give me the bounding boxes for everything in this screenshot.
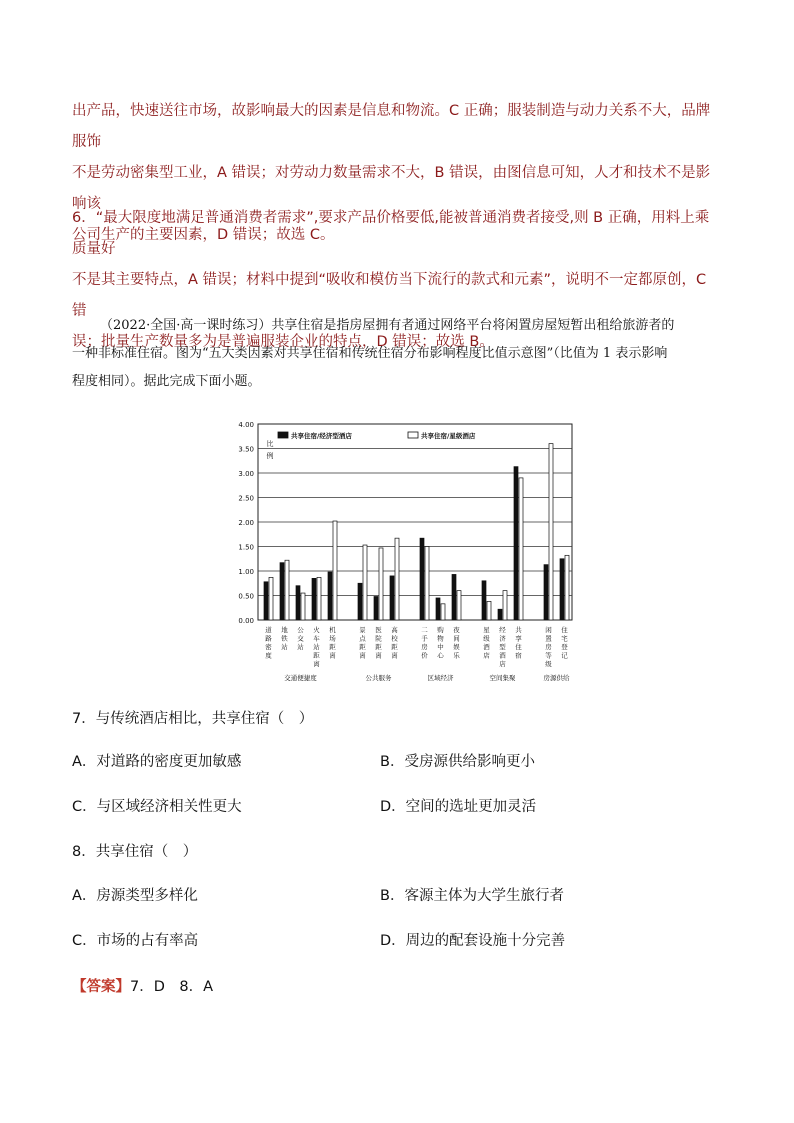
- bar: [436, 598, 440, 620]
- q7-option-d[interactable]: D．空间的选址更加灵活: [380, 799, 537, 815]
- question-intro: [72, 312, 722, 396]
- legend-label: 共享住宿/经济型酒店: [291, 432, 352, 440]
- category-label: 距: [391, 643, 398, 651]
- bar: [544, 565, 548, 620]
- category-label: 记: [561, 651, 568, 660]
- category-label: 住: [561, 626, 568, 634]
- category-label: 等: [545, 651, 552, 660]
- category-label: 经: [499, 626, 506, 634]
- category-label: 院: [375, 634, 382, 643]
- category-label: 宿: [515, 651, 522, 660]
- bar: [374, 596, 378, 620]
- category-label: 铁: [281, 634, 288, 643]
- category-label: 房: [421, 643, 428, 651]
- category-label: 登: [561, 643, 568, 651]
- category-label: 二: [421, 626, 428, 634]
- bar: [317, 577, 321, 620]
- legend-swatch: [408, 432, 418, 438]
- intro-line: 一种非标准住宿。图为“五大类因素对共享住宿和传统住宿分布影响程度比值示意图”（比值为 1 表示影响: [72, 346, 668, 361]
- chart-svg: [216, 412, 578, 688]
- group-label: 房源供给: [543, 674, 570, 682]
- category-label: 间: [453, 634, 460, 643]
- bar: [358, 583, 362, 620]
- category-label: 离: [391, 651, 398, 660]
- question-7-stem: 7．与传统酒店相比，共享住宿（ ）: [72, 711, 314, 727]
- bar: [498, 609, 502, 620]
- category-label: 地: [281, 626, 288, 634]
- category-label: 购: [437, 626, 444, 634]
- category-label: 机: [329, 626, 336, 634]
- explanation-line: 不是其主要特点，A 错误；材料中提到“吸收和模仿当下流行的款式和元素”，说明不一定都原创，C 错: [72, 272, 707, 319]
- q7-option-a[interactable]: A．对道路的密度更加敏感: [72, 754, 242, 770]
- explanation-line: 6．“最大限度地满足普通消费者需求”,要求产品价格要低,能被普通消费者接受,则 B 正确，用料上乘质量好: [72, 210, 710, 257]
- bar: [333, 521, 337, 620]
- bar: [420, 538, 424, 620]
- explanation-line: 误；批量生产数量多为是普遍服装企业的特点，D 错误；故选 B。: [72, 334, 494, 350]
- bar: [379, 548, 383, 620]
- y-tick-label: 1.00: [238, 568, 254, 576]
- bar: [264, 582, 268, 620]
- y-tick-label: 1.50: [238, 543, 254, 552]
- bar: [514, 467, 518, 620]
- category-label: 享: [515, 634, 522, 643]
- explanation-line: 不是劳动密集型工业，A 错误；对劳动力数量需求不大，B 错误，由图信息可知，人才和技术不是影响该: [72, 165, 711, 212]
- bar: [390, 576, 394, 620]
- category-label: 店: [499, 660, 506, 668]
- group-label: 区域经济: [427, 674, 454, 682]
- y-tick-label: 0.50: [238, 592, 254, 601]
- legend-swatch: [278, 432, 288, 438]
- intro-line: （2022·全国·高一课时练习）共享住宿是指房屋拥有者通过网络平台将闲置房屋短暂出租给旅游者的: [100, 318, 675, 333]
- question-8-stem: 8．共享住宿（ ）: [72, 844, 198, 860]
- bar: [441, 604, 445, 620]
- category-label: 店: [483, 651, 490, 660]
- bar: [425, 547, 429, 621]
- bar: [280, 563, 284, 620]
- group-label: 公共服务: [365, 674, 392, 682]
- bar: [312, 578, 316, 620]
- bar: [457, 591, 461, 620]
- category-label: 距: [359, 643, 366, 651]
- category-label: 酒: [499, 651, 506, 660]
- category-label: 离: [329, 651, 336, 660]
- category-label: 点: [359, 634, 366, 643]
- category-label: 离: [313, 660, 320, 668]
- category-label: 夜: [453, 626, 460, 634]
- intro-line: 程度相同）。据此完成下面小题。: [72, 374, 261, 389]
- bar: [519, 478, 523, 620]
- y-axis-label: 例: [266, 452, 274, 460]
- category-label: 离: [359, 651, 366, 660]
- category-label: 闲: [545, 626, 552, 634]
- category-label: 酒: [483, 643, 490, 651]
- q8-option-a[interactable]: A．房源类型多样化: [72, 888, 198, 904]
- category-label: 离: [375, 651, 382, 660]
- category-label: 型: [499, 643, 506, 651]
- category-label: 距: [329, 643, 336, 651]
- category-label: 共: [515, 626, 522, 634]
- bar: [395, 538, 399, 620]
- category-label: 场: [329, 634, 336, 643]
- category-label: 火: [313, 626, 320, 634]
- y-axis-label: 比: [266, 440, 274, 448]
- bar: [452, 574, 456, 620]
- bar: [482, 581, 486, 620]
- category-label: 娱: [453, 643, 460, 651]
- category-label: 高: [391, 626, 398, 634]
- category-label: 距: [375, 643, 382, 651]
- category-label: 距: [313, 651, 320, 660]
- category-label: 车: [313, 634, 320, 643]
- bar: [549, 444, 553, 620]
- category-label: 站: [313, 643, 320, 651]
- category-label: 密: [265, 643, 272, 651]
- answer-value: 7．D 8．A: [130, 979, 214, 995]
- category-label: 级: [545, 660, 552, 668]
- category-label: 交: [297, 634, 304, 643]
- category-label: 站: [297, 643, 304, 651]
- group-label: 交通便捷度: [284, 674, 317, 682]
- bar: [565, 555, 569, 620]
- category-label: 站: [281, 643, 288, 651]
- category-label: 星: [483, 626, 490, 634]
- category-label: 医: [375, 626, 382, 634]
- bar: [328, 572, 332, 620]
- q7-option-c[interactable]: C．与区域经济相关性更大: [72, 799, 242, 815]
- category-label: 物: [437, 634, 444, 643]
- explanation-line: 出产品，快速送往市场，故影响最大的因素是信息和物流。C 正确；服装制造与动力关系不大，品牌服饰: [72, 103, 711, 150]
- answer-tag: 【答案】: [72, 979, 130, 995]
- category-label: 心: [437, 651, 444, 660]
- y-tick-label: 3.50: [238, 445, 254, 454]
- y-tick-label: 2.00: [238, 519, 254, 527]
- bar: [487, 601, 491, 620]
- category-label: 手: [421, 634, 428, 643]
- q8-option-b[interactable]: B．客源主体为大学生旅行者: [380, 888, 564, 904]
- q8-option-c[interactable]: C．市场的占有率高: [72, 933, 199, 949]
- category-label: 置: [545, 634, 552, 643]
- category-label: 房: [545, 643, 552, 651]
- q7-option-b[interactable]: B．受房源供给影响更小: [380, 754, 535, 770]
- answer-line: [72, 975, 213, 996]
- bar: [503, 591, 507, 620]
- legend-label: 共享住宿/星级酒店: [421, 432, 476, 440]
- category-label: 宅: [561, 634, 568, 643]
- q8-option-d[interactable]: D．周边的配套设施十分完善: [380, 933, 566, 949]
- y-tick-label: 4.00: [238, 421, 254, 429]
- category-label: 价: [421, 651, 428, 660]
- category-label: 中: [437, 643, 444, 651]
- category-label: 度: [265, 651, 272, 660]
- category-label: 公: [297, 626, 304, 634]
- bar: [296, 586, 300, 620]
- category-label: 乐: [453, 651, 460, 660]
- category-label: 路: [265, 634, 272, 643]
- y-tick-label: 2.50: [238, 494, 254, 503]
- category-label: 级: [483, 634, 490, 643]
- y-tick-label: 3.00: [238, 470, 254, 478]
- bar: [301, 593, 305, 620]
- category-label: 住: [515, 643, 522, 651]
- bar: [285, 560, 289, 620]
- category-label: 济: [499, 634, 506, 643]
- category-label: 校: [391, 634, 398, 643]
- explanation-line: 公司生产的主要因素，D 错误；故选 C。: [72, 227, 335, 243]
- category-label: 道: [265, 626, 272, 634]
- group-label: 空间集聚: [489, 674, 516, 682]
- bar: [363, 545, 367, 620]
- bar-chart: [216, 412, 578, 688]
- y-tick-label: 0.00: [238, 617, 254, 625]
- category-label: 景: [359, 626, 366, 634]
- bar: [269, 577, 273, 620]
- bar: [560, 559, 564, 620]
